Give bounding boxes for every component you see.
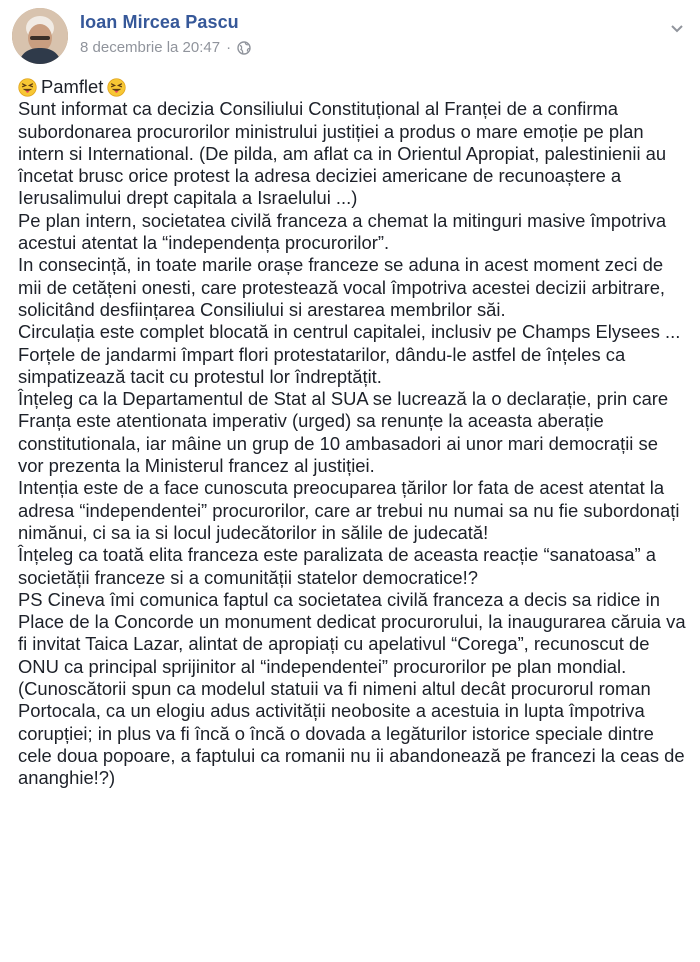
post-paragraph: Înțeleg ca toată elita franceza este paralizata de aceasta reacție “sanatoasa” a societății franceze si a comunității statelor democratice!? bbox=[18, 544, 656, 588]
post-title-line bbox=[18, 76, 686, 98]
post-paragraph: Pe plan intern, societatea civilă franceza a chemat la mitinguri masive împotriva acestui atentat la “independența procurorilor”. bbox=[18, 209, 667, 254]
post-paragraph: Circulația este complet blocată in centrul capitalei, inclusiv pe Champs Elysees ... bbox=[18, 321, 681, 343]
squinting-tongue-face-icon bbox=[107, 78, 126, 97]
post-paragraph: In consecință, in toate marile orașe franceze se aduna in acest moment zeci de mii de cetățeni onesti, care protestează vocal împotriva acestei decizii arbitrare, solicitând desființarea Consiliului si arestarea membrilor săi. bbox=[18, 254, 666, 320]
post-body bbox=[18, 76, 686, 790]
post-paragraph: Forțele de jandarmi împart flori protestatarilor, dându-le astfel de înțeles ca simpatizează tacit cu protestul lor îndreptățit. bbox=[18, 343, 626, 387]
post-paragraph: Intenția este de a face cunoscuta preocuparea țărilor lor fata de acest atentat la adresa “independentei” procurorilor, care ar trebui nu numai sa nu fie subordonați nimănui, ci sa ia si locul judecătorilor in sălile de judecată! bbox=[18, 477, 680, 543]
post-paragraph: Sunt informat ca decizia Consiliului Constituțional al Franței de a confirma subordonarea procurorilor ministrului justiției a produs o mare emoție pe plan intern si International. (De pilda, am aflat ca in Orientul Apropiat, palestinienii au încetat brusc orice protest la adresa deciziei americane de recunoaștere a Ierusalimului drept capitala a Israelului ...) bbox=[18, 98, 667, 209]
globe-icon[interactable] bbox=[237, 41, 251, 55]
chevron-down-icon[interactable] bbox=[666, 18, 688, 40]
post-timestamp[interactable]: 8 decembrie la 20:47 bbox=[80, 39, 221, 56]
avatar[interactable] bbox=[12, 8, 68, 64]
post-header bbox=[12, 8, 688, 64]
post-title: Pamflet bbox=[41, 76, 104, 97]
post-meta bbox=[80, 39, 251, 56]
squinting-tongue-face-icon bbox=[18, 78, 37, 97]
post-paragraph: Înțeleg ca la Departamentul de Stat al SUA se lucrează la o declarație, prin care Franța este atentionata imperativ (urged) sa renunțe la aceasta aberație constitutionala, iar mâine un grup de 10 ambasadori ai unor mari democrații se vor prezenta la Ministerul francez al justiției. bbox=[18, 388, 669, 477]
post-paragraph: PS Cineva îmi comunica faptul ca societatea civilă franceza a decis sa ridice in Place de la Concorde un monument dedicat procurorului, la inaugurarea căruia va fi invitat Taica Lazar, alintat de apropiați cu apelativul “Corega”, recunoscut de ONU ca principal sprijinitor al “independentei” procurorilor pe plan mondial. (Cunoscătorii spun ca modelul statuii va fi nimeni altul decât procurorul roman Portocala, ca un elogiu adus activității neobosite a acestuia in lupta împotriva corupției; in plus va fi încă o încă o dovada a legăturilor istorice speciale dintre cele doua popoare, a faptului ca romanii nu ii abandonează pe francezi la ceas de ananghie!?) bbox=[18, 588, 686, 789]
separator-dot: · bbox=[226, 39, 232, 56]
author-name[interactable]: Ioan Mircea Pascu bbox=[80, 12, 239, 32]
